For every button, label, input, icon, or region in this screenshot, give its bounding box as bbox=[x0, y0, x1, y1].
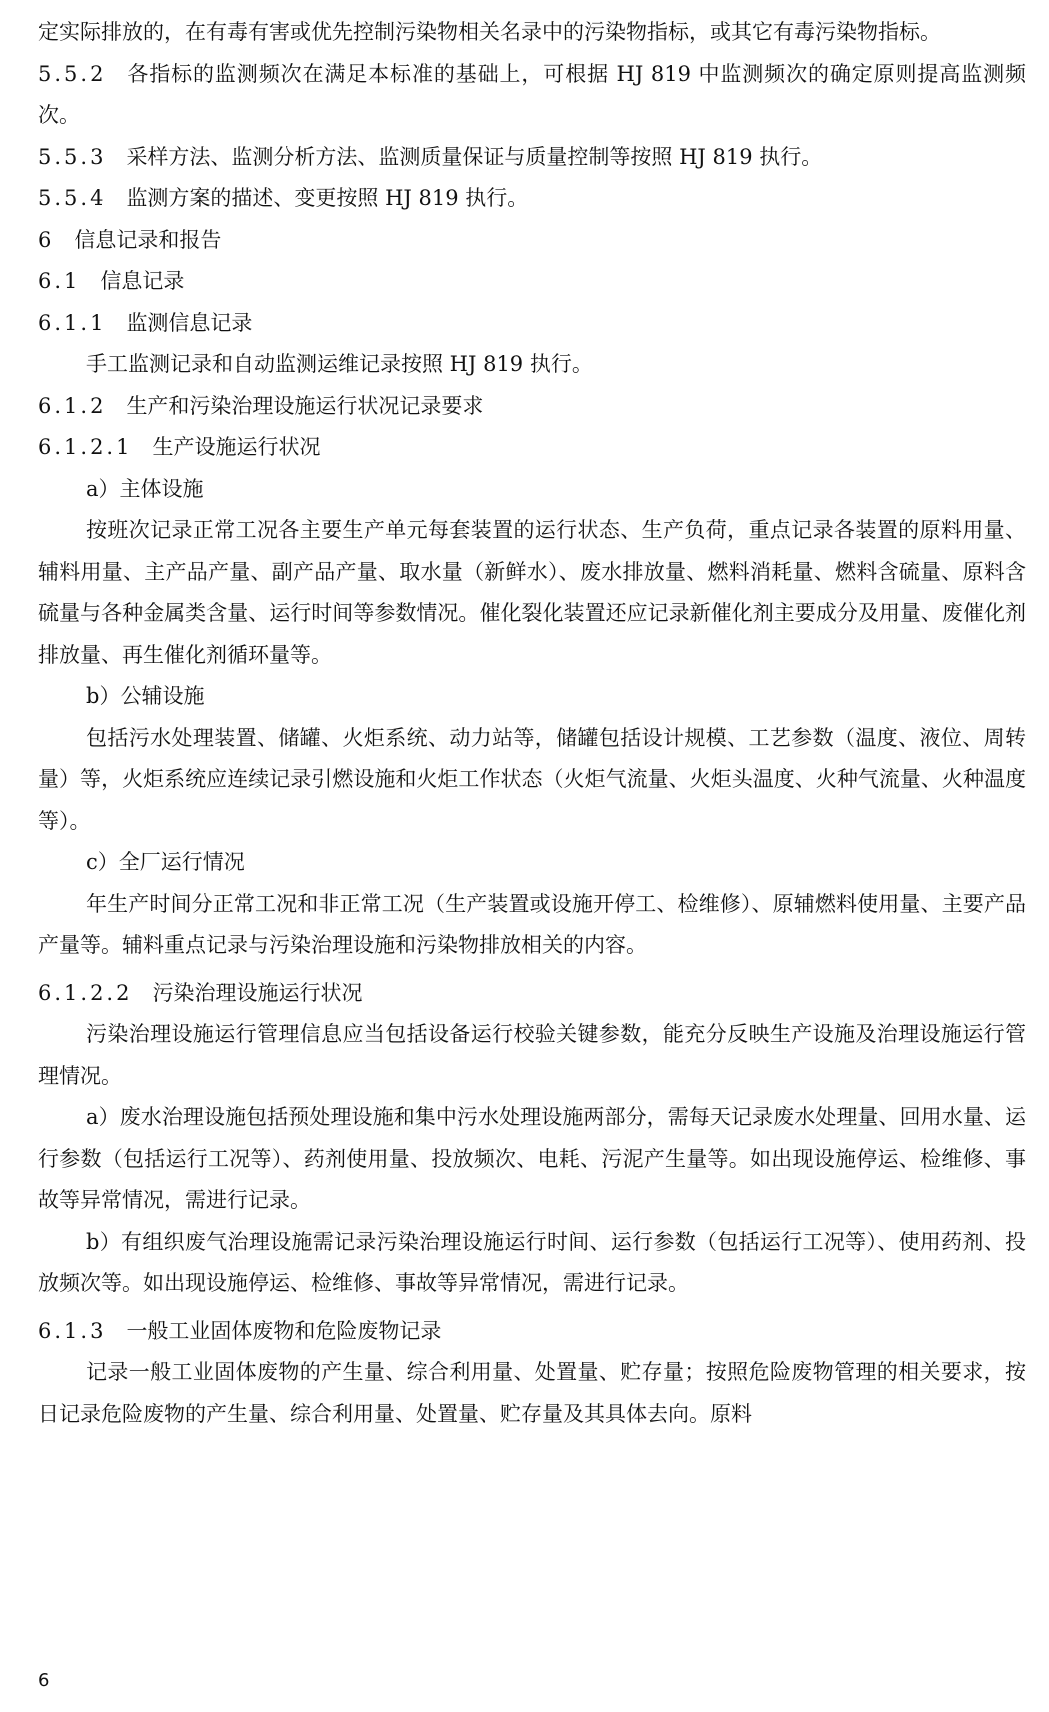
section-number: 6.1.2 bbox=[38, 393, 107, 418]
section-title: 一般工业固体废物和危险废物记录 bbox=[126, 1318, 442, 1343]
section-number: 6.1 bbox=[38, 269, 81, 293]
paragraph-6-1-1: 手工监测记录和自动监测运维记录按照 HJ 819 执行。 bbox=[86, 352, 593, 376]
clause-text: 监测方案的描述、变更按照 HJ 819 执行。 bbox=[126, 186, 529, 210]
clause-number: 5.5.4 bbox=[38, 186, 107, 210]
clause-5-5-4 bbox=[38, 178, 1026, 220]
item-a-text: 按班次记录正常工况各主要生产单元每套装置的运行状态、生产负荷，重点记录各装置的原料用量、辅料用量、主产品产量、副产品产量、取水量（新鲜水）、废水排放量、燃料消耗量、燃料含硫量、原料含硫量与各种金属类含量、运行时间等参数情况。催化裂化装置还应记录新催化剂主要成分及用量、废催化剂排放量、再生催化剂循环量等。 bbox=[38, 518, 1026, 667]
paragraph-6-1-2-2-b: b）有组织废气治理设施需记录污染治理设施运行时间、运行参数（包括运行工况等）、使用药剂、投放频次等。如出现设施停运、检维修、事故等异常情况，需进行记录。 bbox=[38, 1229, 1026, 1295]
clause-5-5-3 bbox=[38, 137, 1026, 179]
section-6-1-2-heading bbox=[38, 386, 1026, 428]
item-b-text: 包括污水处理装置、储罐、火炬系统、动力站等，储罐包括设计规模、工艺参数（温度、液位、周转量）等，火炬系统应连续记录引燃设施和火炬工作状态（火炬气流量、火炬头温度、火种气流量、火种温度等）。 bbox=[38, 725, 1026, 833]
item-c-text: 年生产时间分正常工况和非正常工况（生产装置或设施开停工、检维修）、原辅燃料使用量、主要产品产量等。辅料重点记录与污染治理设施和污染物排放相关的内容。 bbox=[38, 891, 1026, 957]
section-title: 信息记录和报告 bbox=[74, 227, 222, 252]
clause-text: 采样方法、监测分析方法、监测质量保证与质量控制等按照 HJ 819 执行。 bbox=[126, 144, 823, 169]
section-number: 6.1.1 bbox=[38, 310, 107, 335]
section-title: 监测信息记录 bbox=[126, 310, 253, 335]
section-title: 信息记录 bbox=[100, 269, 185, 293]
section-6-1-1-heading bbox=[38, 303, 1026, 345]
item-b-label: b）公辅设施 bbox=[86, 684, 205, 708]
clause-5-5-2 bbox=[38, 54, 1026, 137]
section-6-1-2-1-heading bbox=[38, 427, 1026, 469]
paragraph-6-1-2-2: 污染治理设施运行管理信息应当包括设备运行校验关键参数，能充分反映生产设施及治理设施运行管理情况。 bbox=[38, 1022, 1026, 1088]
clause-number: 5.5.3 bbox=[38, 144, 107, 169]
page-number: 6 bbox=[38, 1670, 50, 1691]
clause-number: 5.5.2 bbox=[38, 61, 107, 86]
document-page bbox=[38, 12, 1026, 1435]
section-6-1-2-2-heading bbox=[38, 973, 1026, 1015]
section-number: 6.1.3 bbox=[38, 1318, 107, 1343]
section-6-1-3-heading bbox=[38, 1311, 1026, 1353]
section-6-heading bbox=[38, 220, 1026, 262]
section-6-1-heading bbox=[38, 261, 1026, 303]
section-number: 6.1.2.1 bbox=[38, 435, 133, 459]
section-title: 生产和污染治理设施运行状况记录要求 bbox=[126, 393, 484, 418]
paragraph-6-1-3: 记录一般工业固体废物的产生量、综合利用量、处置量、贮存量；按照危险废物管理的相关要求，按日记录危险废物的产生量、综合利用量、处置量、贮存量及其具体去向。原料 bbox=[38, 1360, 1026, 1426]
paragraph-continued: 定实际排放的，在有毒有害或优先控制污染物相关名录中的污染物指标，或其它有毒污染物指标。 bbox=[38, 20, 941, 44]
item-a-label: a）主体设施 bbox=[86, 476, 204, 501]
section-number: 6.1.2.2 bbox=[38, 980, 133, 1005]
clause-text: 各指标的监测频次在满足本标准的基础上，可根据 HJ 819 中监测频次的确定原则提高监测频次。 bbox=[38, 61, 1026, 127]
item-c-label: c）全厂运行情况 bbox=[86, 850, 245, 874]
section-title: 生产设施运行状况 bbox=[152, 435, 321, 459]
section-number: 6 bbox=[38, 227, 55, 252]
section-title: 污染治理设施运行状况 bbox=[152, 980, 363, 1005]
paragraph-6-1-2-2-a: a）废水治理设施包括预处理设施和集中污水处理设施两部分，需每天记录废水处理量、回用水量、运行参数（包括运行工况等）、药剂使用量、投放频次、电耗、污泥产生量等。如出现设施停运、检维修、事故等异常情况，需进行记录。 bbox=[38, 1105, 1026, 1212]
